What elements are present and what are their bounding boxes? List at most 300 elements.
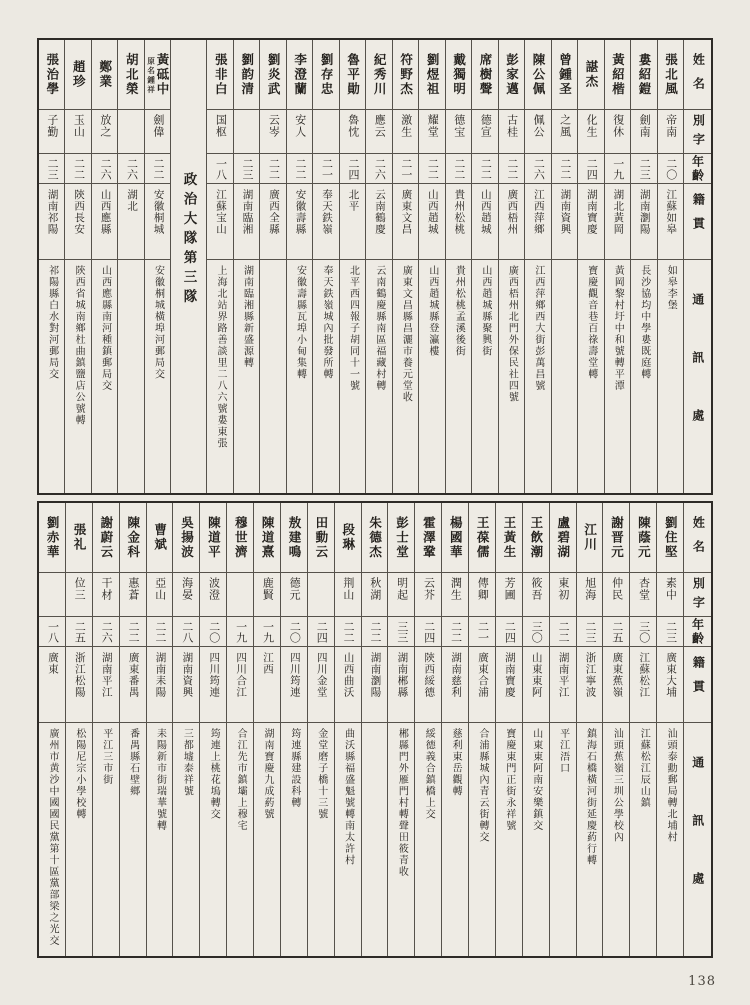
- age-cell: [496, 617, 522, 647]
- name-cell-text: 魯平勛: [345, 52, 360, 97]
- address-cell-text: 如皋李堡: [665, 265, 677, 311]
- native-cell: [147, 647, 173, 723]
- courtesy-cell-text: 荆山: [341, 577, 354, 601]
- courtesy-cell-text: 復休: [611, 114, 624, 138]
- header-column: [684, 40, 711, 493]
- address-cell: [419, 260, 444, 493]
- person-column: [657, 503, 684, 956]
- age-cell-text: 二二: [449, 620, 462, 643]
- age-cell-text: 三〇: [530, 620, 543, 643]
- header-name-label: [684, 40, 711, 110]
- courtesy-cell-text: 惠蒼: [126, 577, 139, 601]
- native-cell: [523, 647, 549, 723]
- courtesy-cell: [173, 573, 199, 617]
- age-cell: [92, 154, 117, 184]
- name-cell: [496, 503, 522, 573]
- page-number: 138: [688, 974, 716, 989]
- courtesy-cell: [630, 573, 656, 617]
- native-cell: [92, 184, 117, 260]
- address-cell-text: 郴縣門外雁門村轉聲田筱青收: [396, 728, 408, 878]
- age-cell: [630, 617, 656, 647]
- courtesy-cell: [446, 110, 471, 154]
- native-cell-text: 湖南慈利: [450, 652, 462, 698]
- person-column: [362, 503, 389, 956]
- header-address-label-text: 通訊處: [690, 756, 705, 930]
- address-cell: [388, 723, 414, 956]
- native-cell-text: 貴州松桃: [453, 189, 465, 235]
- courtesy-cell-text: 德元: [288, 577, 301, 601]
- age-cell-text: 二三: [46, 157, 59, 180]
- courtesy-cell-text: 潤生: [449, 577, 462, 601]
- native-cell: [281, 647, 307, 723]
- person-column: [120, 503, 147, 956]
- age-cell-text: 二二: [557, 620, 570, 643]
- address-cell: [393, 260, 418, 493]
- person-column: [234, 40, 260, 493]
- name-cell-text: 劉韵清: [239, 52, 254, 97]
- age-cell-text: 二六: [125, 157, 138, 180]
- courtesy-cell-text: 位三: [73, 577, 86, 601]
- address-cell: [605, 260, 630, 493]
- header-name-label-text: 姓名: [691, 52, 706, 101]
- person-column: [442, 503, 469, 956]
- person-column: [39, 503, 66, 956]
- courtesy-cell-text: 云岑: [267, 114, 280, 138]
- age-cell-text: 三三: [395, 620, 408, 643]
- name-cell: [120, 503, 146, 573]
- name-cell-text: 胡北榮: [124, 52, 139, 97]
- address-cell: [552, 260, 577, 493]
- address-cell: [207, 260, 232, 493]
- native-cell: [393, 184, 418, 260]
- native-cell: [496, 647, 522, 723]
- header-zi-label-text: 別字: [691, 114, 706, 152]
- native-cell: [120, 647, 146, 723]
- name-cell: [415, 503, 441, 573]
- name-cell: [207, 40, 232, 110]
- address-cell: [173, 723, 199, 956]
- courtesy-cell-text: 芳圃: [503, 577, 516, 601]
- age-cell-text: 二〇: [664, 157, 677, 180]
- age-cell: [442, 617, 468, 647]
- native-cell-text: 湖南瀏陽: [369, 652, 381, 698]
- native-cell: [207, 184, 232, 260]
- age-cell-text: 二二: [479, 157, 492, 180]
- courtesy-cell: [287, 110, 312, 154]
- address-cell-text: 番禺縣石壁鄉: [127, 728, 139, 797]
- address-cell-text: 金堂磨子橋十三號: [315, 728, 327, 820]
- person-column: [92, 40, 118, 493]
- name-cell-text: 盧碧湖: [555, 515, 570, 560]
- courtesy-cell-text: 放之: [98, 114, 111, 138]
- person-column: [173, 503, 200, 956]
- native-cell-text: 湖南寶慶: [585, 189, 597, 235]
- native-cell: [415, 647, 441, 723]
- name-cell: [472, 40, 497, 110]
- person-column: [446, 40, 472, 493]
- age-cell: [200, 617, 226, 647]
- courtesy-cell-text: 化生: [585, 114, 598, 138]
- native-cell: [419, 184, 444, 260]
- age-cell: [254, 617, 280, 647]
- name-cell: [66, 503, 92, 573]
- native-cell: [550, 647, 576, 723]
- native-cell-text: 山東東阿: [530, 652, 542, 698]
- person-column: [39, 40, 65, 493]
- name-cell-text: 陳道熹: [260, 515, 275, 560]
- native-cell-text: 廣東番禺: [127, 652, 139, 698]
- native-cell: [39, 184, 64, 260]
- native-cell: [340, 184, 365, 260]
- age-cell: [603, 617, 629, 647]
- person-column: [340, 40, 366, 493]
- age-cell-text: 二二: [267, 157, 280, 180]
- name-cell: [147, 503, 173, 573]
- native-cell-text: 四川筠連: [208, 652, 220, 698]
- courtesy-cell: [499, 110, 524, 154]
- person-column: [66, 503, 93, 956]
- address-cell: [362, 723, 388, 956]
- age-cell-text: 二二: [558, 157, 571, 180]
- courtesy-cell-text: 之風: [558, 114, 571, 138]
- native-cell: [254, 647, 280, 723]
- age-cell: [173, 617, 199, 647]
- person-column: [630, 503, 657, 956]
- name-cell-text: 諶杰: [583, 60, 598, 89]
- name-cell-text: 陳蔭元: [636, 515, 651, 560]
- name-cell-text: 王葆儒: [475, 515, 490, 560]
- person-column: [335, 503, 362, 956]
- name-cell: [260, 40, 285, 110]
- native-cell-text: 湖南耒陽: [154, 652, 166, 698]
- address-cell-text: 鎮海石橋橫河街延慶葯行轉: [584, 728, 596, 866]
- age-cell: [393, 154, 418, 184]
- header-native-label-text: 籍貫: [691, 656, 706, 704]
- courtesy-cell-text: 海晏: [180, 577, 193, 601]
- courtesy-cell-text: 東初: [556, 577, 569, 601]
- courtesy-cell: [200, 573, 226, 617]
- name-cell: [605, 40, 630, 110]
- name-cell: [419, 40, 444, 110]
- native-cell: [366, 184, 391, 260]
- address-cell: [200, 723, 226, 956]
- name-cell: [446, 40, 471, 110]
- person-column: [499, 40, 525, 493]
- native-cell-text: 江西萍鄉: [532, 189, 544, 235]
- native-cell-text: 湖南資興: [181, 652, 193, 698]
- address-cell: [415, 723, 441, 956]
- address-cell: [550, 723, 576, 956]
- courtesy-cell-text: 魯忱: [346, 114, 359, 138]
- name-cell-text: 鄭業: [97, 60, 112, 89]
- name-cell: [340, 40, 365, 110]
- native-cell-text: 湖南資興: [559, 189, 571, 235]
- courtesy-cell-text: 古桂: [505, 114, 518, 138]
- courtesy-cell-text: 波澄: [207, 577, 220, 601]
- person-column: [631, 40, 657, 493]
- native-cell-text: 廣東文昌: [400, 189, 412, 235]
- address-cell-text: 北平西四報子胡同十一號: [347, 265, 359, 392]
- age-cell: [120, 617, 146, 647]
- native-cell: [145, 184, 170, 260]
- age-cell: [39, 154, 64, 184]
- courtesy-cell-text: 云芥: [422, 577, 435, 601]
- courtesy-cell: [120, 573, 146, 617]
- address-cell: [658, 260, 683, 493]
- address-cell-text: 綏德義合鎮橋上交: [423, 728, 435, 820]
- native-cell-text: 湖北黃岡: [612, 189, 624, 235]
- native-cell: [227, 647, 253, 723]
- courtesy-cell: [207, 110, 232, 154]
- name-cell-text: 霍澤鞏: [421, 515, 436, 560]
- address-cell: [287, 260, 312, 493]
- age-cell: [499, 154, 524, 184]
- address-cell: [93, 723, 119, 956]
- address-cell: [66, 723, 92, 956]
- header-zi-label: [684, 110, 711, 154]
- courtesy-cell: [281, 573, 307, 617]
- address-cell: [340, 260, 365, 493]
- name-cell: [335, 503, 361, 573]
- age-cell-text: 二三: [583, 620, 596, 643]
- address-cell: [469, 723, 495, 956]
- address-cell: [630, 723, 656, 956]
- age-cell-text: 一九: [234, 620, 247, 643]
- address-cell: [145, 260, 170, 493]
- courtesy-cell-text: 明起: [395, 577, 408, 601]
- name-cell: [287, 40, 312, 110]
- address-cell-text: 安徽壽縣瓦埠小甸集轉: [294, 265, 306, 380]
- person-column: [200, 503, 227, 956]
- name-cell: [308, 503, 334, 573]
- age-cell-text: 二一: [399, 157, 412, 180]
- courtesy-cell: [93, 573, 119, 617]
- native-cell-text: 湖南平江: [100, 652, 112, 698]
- native-cell-text: 廣東: [46, 652, 58, 675]
- native-cell-text: 廣西梧州: [506, 189, 518, 235]
- address-cell: [578, 260, 603, 493]
- age-cell-text: 二二: [152, 157, 165, 180]
- native-cell-text: 江蘇宝山: [215, 189, 227, 235]
- age-cell-text: 二一: [320, 157, 333, 180]
- name-cell-text: 曾鍾圣: [557, 52, 572, 97]
- age-cell: [388, 617, 414, 647]
- native-cell: [605, 184, 630, 260]
- age-cell-text: 二三: [664, 620, 677, 643]
- age-cell-text: 二二: [505, 157, 518, 180]
- age-cell: [65, 154, 90, 184]
- courtesy-cell: [362, 573, 388, 617]
- courtesy-cell-text: 仲民: [610, 577, 623, 601]
- name-cell-text: 戴獨明: [451, 52, 466, 97]
- native-cell-text: 四川金堂: [315, 652, 327, 698]
- header-zi-label: [684, 573, 711, 617]
- age-cell: [657, 617, 683, 647]
- native-cell: [630, 647, 656, 723]
- native-cell-text: 廣西全縣: [268, 189, 280, 235]
- person-column: [308, 503, 335, 956]
- name-cell-text: 劉炎武: [266, 52, 281, 97]
- age-cell-text: 二八: [180, 620, 193, 643]
- age-cell-text: 二五: [73, 620, 86, 643]
- courtesy-cell-text: 激生: [399, 114, 412, 138]
- name-cell: [65, 40, 90, 110]
- address-cell: [499, 260, 524, 493]
- age-cell-text: 二三: [241, 157, 253, 180]
- address-cell-text: 云南鶴慶縣南區福藏村轉: [373, 265, 385, 392]
- age-cell: [118, 154, 143, 184]
- courtesy-cell: [66, 573, 92, 617]
- courtesy-cell: [39, 110, 64, 154]
- address-cell-text: 筠連縣建設科轉: [288, 728, 300, 809]
- name-cell-text: 黃砥中: [155, 52, 170, 97]
- section-label-cell: [171, 40, 206, 493]
- person-column: [496, 503, 523, 956]
- person-column: [525, 40, 551, 493]
- name-cell-text: 紀秀川: [372, 52, 387, 97]
- age-cell-text: 二二: [72, 157, 85, 180]
- courtesy-cell: [308, 573, 334, 617]
- name-cell-text: 段琳: [340, 523, 355, 552]
- age-cell: [362, 617, 388, 647]
- courtesy-cell: [472, 110, 497, 154]
- person-column: [577, 503, 604, 956]
- age-cell-text: 一八: [214, 157, 227, 180]
- header-age-label-text: 年齡: [690, 617, 705, 646]
- native-cell: [173, 647, 199, 723]
- courtesy-cell-text: 鹿賢: [261, 577, 274, 601]
- age-cell: [446, 154, 471, 184]
- courtesy-cell-text: 安人: [293, 114, 306, 138]
- name-cell: [227, 503, 253, 573]
- name-cell: [39, 503, 65, 573]
- native-cell: [260, 184, 285, 260]
- name-cell: [39, 40, 64, 110]
- header-native-label-text: 籍貫: [691, 193, 706, 241]
- person-column: [419, 40, 445, 493]
- name-cell: [442, 503, 468, 573]
- native-cell: [603, 647, 629, 723]
- header-address-label: [684, 723, 711, 956]
- name-cell-text: 張北風: [663, 52, 678, 97]
- address-cell-text: 江蘇松江辰山鎮: [638, 728, 650, 809]
- native-cell: [469, 647, 495, 723]
- name-cell: [393, 40, 418, 110]
- header-age-label-text: 年齡: [690, 154, 705, 183]
- age-cell: [577, 617, 603, 647]
- roster-table-bottom: [37, 501, 713, 958]
- age-cell: [340, 154, 365, 184]
- native-cell-text: 山西趙城: [426, 189, 438, 235]
- name-cell: [92, 40, 117, 110]
- name-cell-text: 謝晋元: [609, 515, 624, 560]
- address-cell: [313, 260, 338, 493]
- native-cell: [578, 184, 603, 260]
- age-cell: [469, 617, 495, 647]
- header-age-label: [684, 617, 711, 647]
- age-cell-text: 二二: [426, 157, 439, 180]
- name-cell-text: 朱德杰: [367, 515, 382, 560]
- age-cell: [227, 617, 253, 647]
- age-cell: [523, 617, 549, 647]
- courtesy-cell-text: 德宝: [452, 114, 465, 138]
- courtesy-cell-text: 德宣: [479, 114, 492, 138]
- person-column: [578, 40, 604, 493]
- address-cell-text: 耒陽新市街瑞華號轉: [154, 728, 166, 832]
- age-cell: [366, 154, 391, 184]
- roster-table-top: [37, 38, 713, 495]
- header-native-label: [684, 184, 711, 260]
- age-cell-text: 二二: [342, 620, 355, 643]
- native-cell: [118, 184, 143, 260]
- name-cell-text: 劉住堅: [663, 515, 678, 560]
- courtesy-cell: [234, 110, 259, 154]
- address-cell-text: 松陽尼宗小學校轉: [73, 728, 85, 820]
- native-cell: [313, 184, 338, 260]
- name-cell-text: 陳公佩: [531, 52, 546, 97]
- native-cell-text: 湖南瀏陽: [638, 189, 650, 235]
- address-cell-text: 慈利東岳觀轉: [450, 728, 462, 797]
- name-cell-text: 王黃生: [502, 515, 516, 560]
- address-cell: [657, 723, 683, 956]
- native-cell: [287, 184, 312, 260]
- person-column: [145, 40, 171, 493]
- address-cell: [446, 260, 471, 493]
- person-column: [469, 503, 496, 956]
- courtesy-cell: [496, 573, 522, 617]
- name-cell-text: 黃紹楷: [610, 52, 625, 97]
- native-cell: [65, 184, 90, 260]
- address-cell: [39, 723, 65, 956]
- courtesy-cell-text: 應云: [373, 114, 386, 138]
- address-cell: [118, 260, 143, 493]
- age-cell: [578, 154, 603, 184]
- age-cell-text: 二四: [346, 157, 359, 180]
- age-cell: [419, 154, 444, 184]
- age-cell: [207, 154, 232, 184]
- name-cell-text: 吳揚波: [179, 515, 194, 560]
- address-cell-text: 寶慶觀音巷百祿壽堂轉: [585, 265, 597, 380]
- courtesy-cell-text: 劍偉: [151, 114, 164, 138]
- courtesy-cell: [393, 110, 418, 154]
- age-cell: [39, 617, 65, 647]
- age-cell: [313, 154, 338, 184]
- age-cell-text: 二六: [532, 157, 545, 180]
- header-name-label: [684, 503, 711, 573]
- native-cell: [552, 184, 577, 260]
- courtesy-cell-text: 佩公: [532, 114, 545, 138]
- person-column: [472, 40, 498, 493]
- courtesy-cell: [260, 110, 285, 154]
- header-age-label: [684, 154, 711, 184]
- native-cell: [335, 647, 361, 723]
- name-cell-text: 彭士堂: [394, 515, 409, 560]
- header-address-label: [684, 260, 711, 493]
- address-cell-text: 湖南寶慶九成葯號: [261, 728, 273, 820]
- native-cell: [362, 647, 388, 723]
- address-cell-text: 平江三市街: [100, 728, 112, 786]
- header-name-label-text: 姓名: [691, 515, 706, 564]
- native-cell-text: 湖南臨湘: [241, 189, 253, 235]
- age-cell-text: 二二: [368, 620, 381, 643]
- courtesy-cell: [523, 573, 549, 617]
- address-cell-text: 長沙協均中學婁既庭轉: [638, 265, 650, 380]
- native-cell: [577, 647, 603, 723]
- native-cell: [66, 647, 92, 723]
- name-cell: [254, 503, 280, 573]
- courtesy-cell: [658, 110, 683, 154]
- name-cell-text: 陳道平: [206, 515, 221, 560]
